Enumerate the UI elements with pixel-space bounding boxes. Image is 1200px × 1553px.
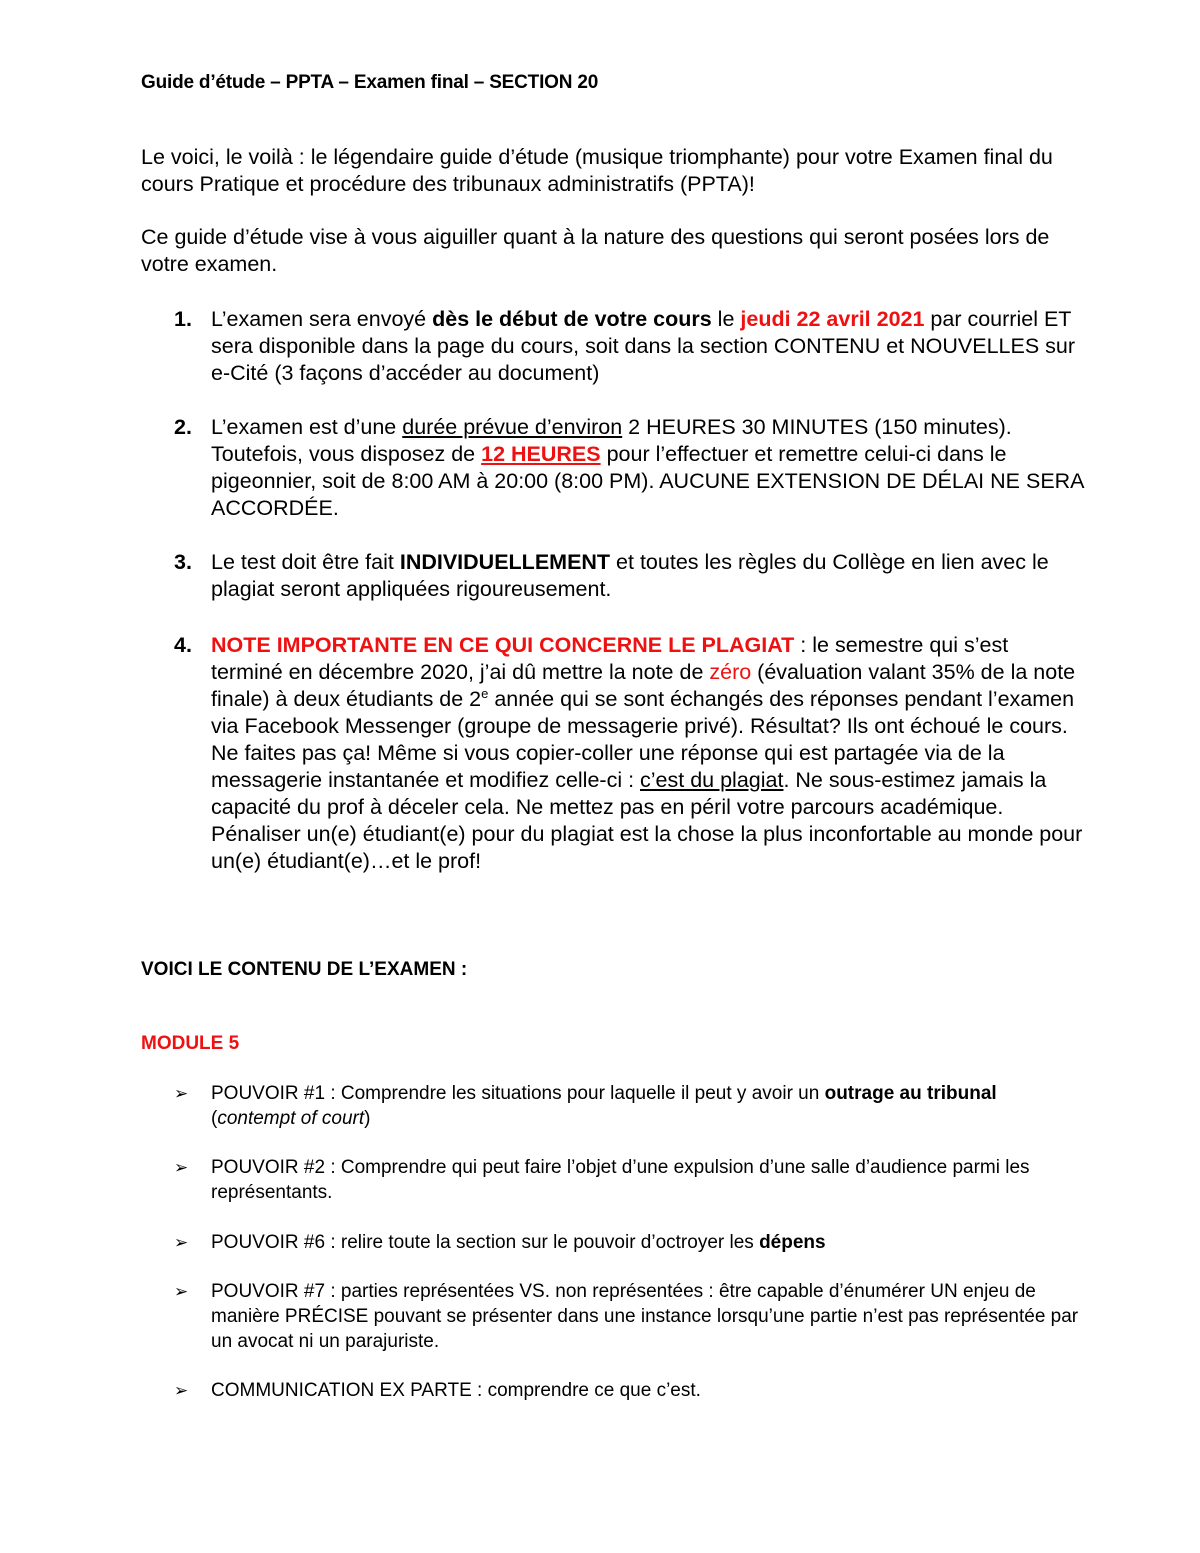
arrow-bullet-icon: ➢ [174, 1381, 189, 1400]
arrow-bullet-icon: ➢ [174, 1158, 189, 1177]
bold-text: dépens [759, 1232, 826, 1253]
text-run: Le test doit être fait [211, 550, 400, 574]
italic-text: contempt of court [217, 1108, 365, 1129]
bullet-text [211, 1081, 1084, 1131]
list-item-4 [174, 632, 1084, 875]
text-run: COMMUNICATION EX PARTE : comprendre ce que c’est. [211, 1380, 701, 1401]
text-run: par courriel ET sera disponible dans la page du cours, soit dans la section CONTENU et NOUVELLES sur e-Cité (3 façons d’accéder au document) [211, 307, 1076, 385]
list-item-text [211, 549, 1084, 603]
list-number: 2. [174, 415, 192, 439]
bullet-item-3 [174, 1230, 1084, 1255]
list-item-2 [174, 414, 1084, 522]
list-number: 3. [174, 550, 192, 574]
underlined-text: c’est du plagiat [640, 768, 784, 792]
text-run: L’examen est d’une [211, 415, 403, 439]
underlined-text: durée prévue d’environ [402, 415, 623, 439]
bullet-item-5 [174, 1378, 1084, 1403]
duration-highlight: 12 HEURES [481, 442, 601, 466]
text-run: pour l’effectuer et remettre celui-ci dans le pigeonnier, soit de 8:00 AM à 20:00 (8:00 PM). AUCUNE EXTENSION DE DÉLAI NE SERA ACCORDÉE. [211, 442, 1084, 520]
contents-heading: VOICI LE CONTENU DE L’EXAMEN : [141, 959, 468, 980]
bullet-text [211, 1155, 1084, 1205]
list-item-1 [174, 306, 1084, 387]
text-run: POUVOIR #2 : Comprendre qui peut faire l’objet d’une expulsion d’une salle d’audience parmi les représentants. [211, 1157, 1030, 1203]
text-run: ( [211, 1108, 218, 1129]
arrow-bullet-icon: ➢ [174, 1233, 189, 1252]
bullet-item-4 [174, 1279, 1084, 1354]
list-item-text [211, 632, 1084, 875]
text-run: . Ne sous-estimez jamais la capacité du prof à déceler cela. Ne mettez pas en péril votre parcours académique. Pénaliser un(e) étudiant(e) pour du plagiat est la chose la plus inconfortable au monde pour un(e) étudiant(e)…et le prof! [211, 768, 1083, 873]
intro-paragraph-1: Le voici, le voilà : le légendaire guide d’étude (musique triomphante) pour votre Examen final du cours Pratique et procédure des tribunaux administratifs (PPTA)! [141, 145, 1053, 196]
intro-paragraph-2: Ce guide d’étude vise à vous aiguiller quant à la nature des questions qui seront posées lors de votre examen. [141, 225, 1050, 276]
text-run: et toutes les règles du Collège en lien avec le plagiat seront appliquées rigoureusement. [211, 550, 1049, 601]
text-run: ) [364, 1108, 371, 1129]
bold-text: outrage au tribunal [824, 1083, 997, 1104]
text-run: POUVOIR #6 : relire toute la section sur le pouvoir d’octroyer les [211, 1232, 760, 1253]
document-title: Guide d’étude – PPTA – Examen final – SECTION 20 [141, 72, 599, 93]
text-run: POUVOIR #7 : parties représentées VS. non représentées : être capable d’énumérer UN enjeu de manière PRÉCISE pouvant se présenter dans une instance lorsqu’une partie n’est pas représentée par un avocat ni un parajuriste. [211, 1281, 1079, 1352]
text-run: (évaluation valant 35% de la note finale) à deux étudiants de 2 [211, 660, 1076, 711]
list-item-text [211, 306, 1084, 387]
list-number: 4. [174, 633, 192, 657]
list-item-3 [174, 549, 1084, 603]
bold-text: dès le début de votre cours [432, 307, 712, 331]
arrow-bullet-icon: ➢ [174, 1282, 189, 1301]
list-item-text [211, 414, 1084, 522]
text-run: année qui se sont échangés des réponses pendant l’examen via Facebook Messenger (groupe de messagerie privé). Résultat? Ils ont échoué le cours. Ne faites pas ça! Même si vous copier-coller une réponse qui est partagée via de la messagerie instantanée et modifiez celle-ci : [211, 687, 1075, 792]
bullet-item-2 [174, 1155, 1084, 1205]
list-number: 1. [174, 307, 192, 331]
text-run: 2 HEURES 30 MINUTES (150 minutes). Toutefois, vous disposez de [211, 415, 1012, 466]
bullet-text [211, 1230, 1084, 1255]
bold-text: INDIVIDUELLEMENT [399, 550, 611, 574]
bullet-text [211, 1378, 1084, 1403]
text-run: POUVOIR #1 : Comprendre les situations pour laquelle il peut y avoir un [211, 1083, 825, 1104]
zero-grade-text: zéro [709, 660, 752, 684]
exam-date: jeudi 22 avril 2021 [740, 307, 925, 331]
module-heading: MODULE 5 [141, 1033, 240, 1054]
arrow-bullet-icon: ➢ [174, 1084, 189, 1103]
bullet-text [211, 1279, 1084, 1354]
bullet-item-1 [174, 1081, 1084, 1131]
text-run: le [711, 307, 741, 331]
superscript: e [481, 685, 489, 701]
plagiarism-warning-heading: NOTE IMPORTANTE EN CE QUI CONCERNE LE PLAGIAT [211, 633, 795, 657]
text-run: L’examen sera envoyé [211, 307, 433, 331]
text-run: : le semestre qui s’est terminé en décembre 2020, j’ai dû mettre la note de [211, 633, 1009, 684]
